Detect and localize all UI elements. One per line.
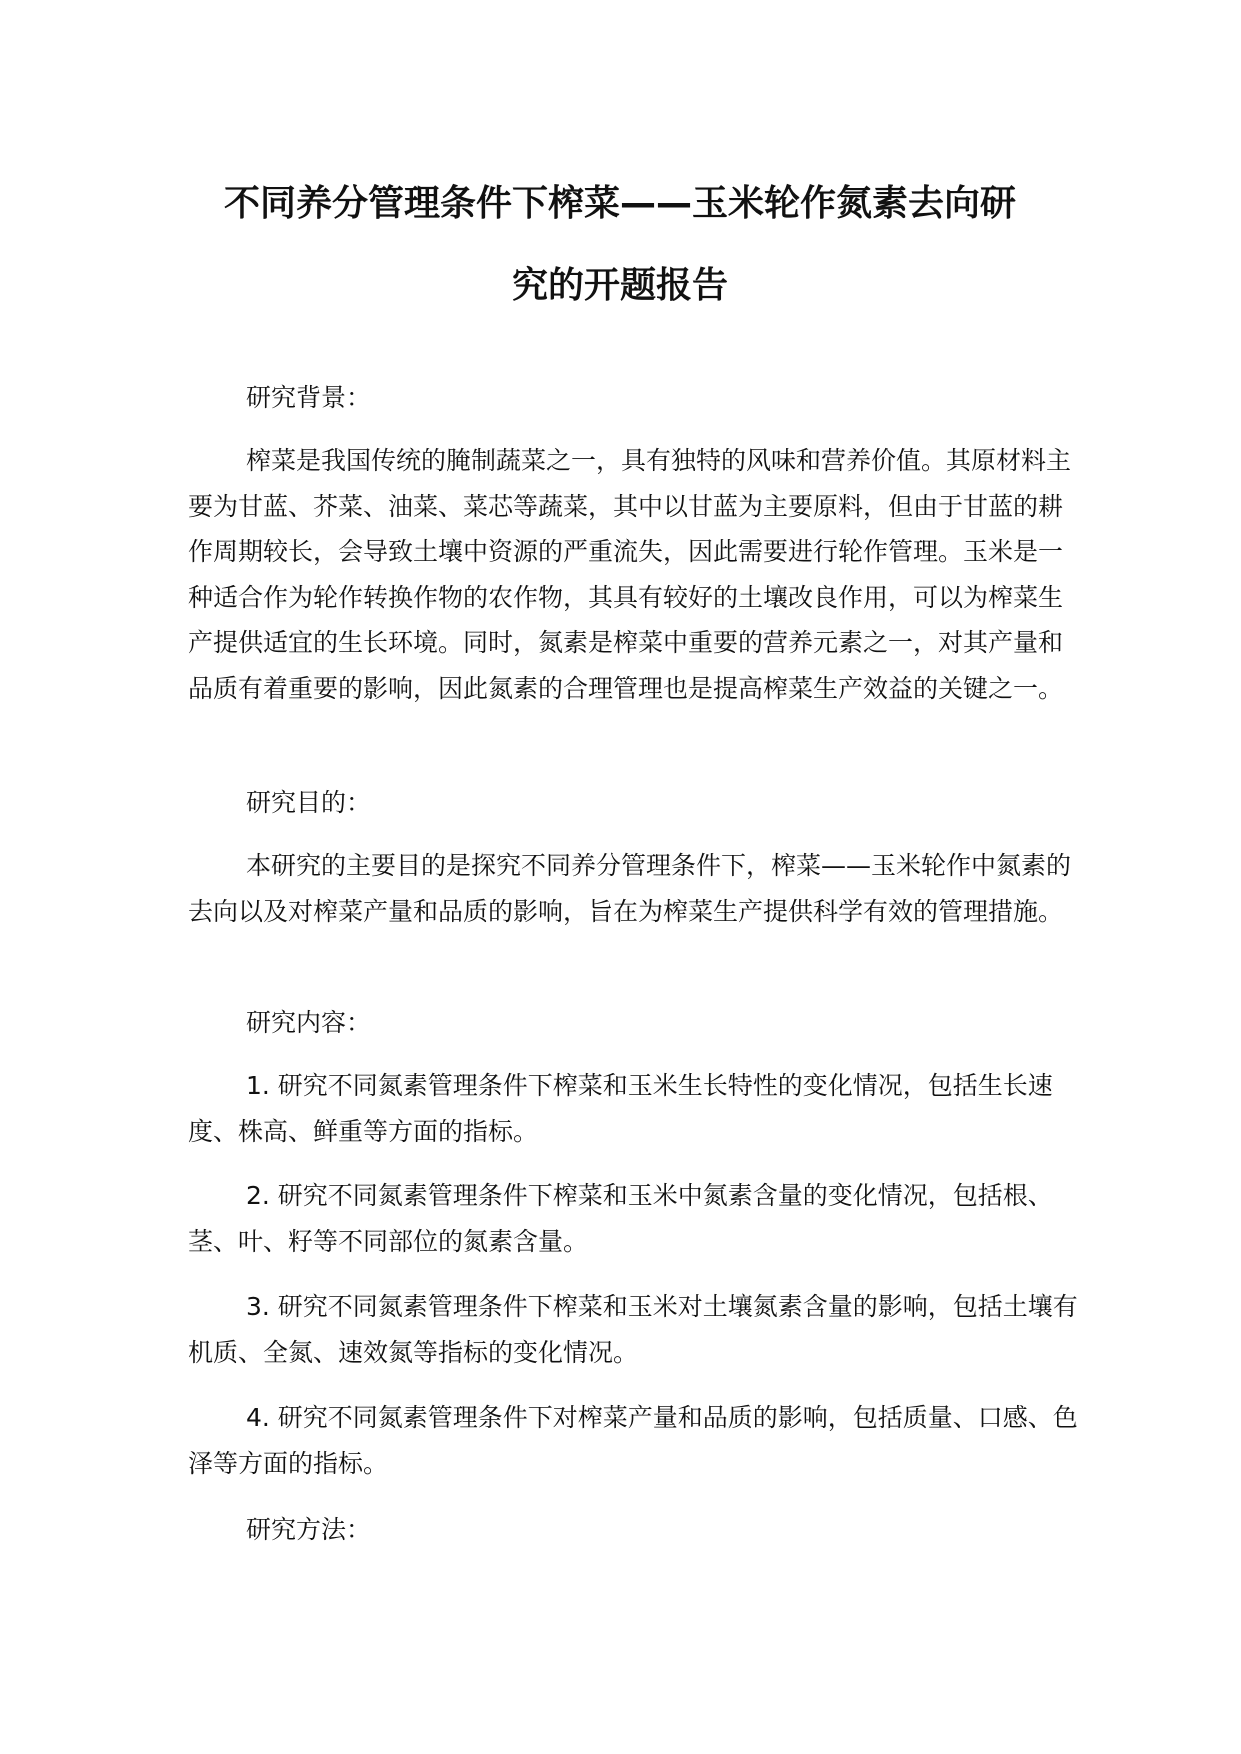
section-heading-purpose: 研究目的： bbox=[246, 788, 372, 817]
list-item: 1. 研究不同氮素管理条件下榨菜和玉米生长特性的变化情况，包括生长速度、株高、鲜重等方面的指标。 bbox=[188, 1071, 1053, 1146]
content-item-4 bbox=[188, 1395, 1083, 1486]
section-paragraph-purpose bbox=[188, 843, 1083, 934]
list-item: 3. 研究不同氮素管理条件下榨菜和玉米对土壤氮素含量的影响，包括土壤有机质、全氮、速效氮等指标的变化情况。 bbox=[188, 1292, 1078, 1367]
document-title-line-1: 不同养分管理条件下榨菜——玉米轮作氮素去向研 bbox=[223, 183, 1016, 224]
section-paragraph-background bbox=[188, 438, 1083, 712]
purpose-paragraph: 本研究的主要目的是探究不同养分管理条件下，榨菜——玉米轮作中氮素的去向以及对榨菜产量和品质的影响，旨在为榨菜生产提供科学有效的管理措施。 bbox=[188, 851, 1072, 926]
section-heading-method: 研究方法： bbox=[246, 1515, 372, 1544]
section-heading-content: 研究内容： bbox=[246, 1008, 372, 1037]
content-item-2 bbox=[188, 1173, 1083, 1264]
content-item-1 bbox=[188, 1063, 1083, 1154]
list-item: 4. 研究不同氮素管理条件下对榨菜产量和品质的影响，包括质量、口感、色泽等方面的指标。 bbox=[188, 1403, 1078, 1478]
document-title-line-2: 究的开题报告 bbox=[511, 265, 728, 306]
section-heading-background: 研究背景： bbox=[246, 383, 372, 412]
list-item: 2. 研究不同氮素管理条件下榨菜和玉米中氮素含量的变化情况，包括根、茎、叶、籽等不同部位的氮素含量。 bbox=[188, 1181, 1053, 1256]
background-paragraph: 榨菜是我国传统的腌制蔬菜之一，具有独特的风味和营养价值。其原材料主要为甘蓝、芥菜、油菜、菜芯等蔬菜，其中以甘蓝为主要原料，但由于甘蓝的耕作周期较长，会导致土壤中资源的严重流失，因此需要进行轮作管理。玉米是一种适合作为轮作转换作物的农作物，其具有较好的土壤改良作用，可以为榨菜生产提供适宜的生长环境。同时，氮素是榨菜中重要的营养元素之一，对其产量和品质有着重要的影响，因此氮素的合理管理也是提高榨菜生产效益的关键之一。 bbox=[188, 446, 1072, 703]
content-item-3 bbox=[188, 1284, 1083, 1375]
